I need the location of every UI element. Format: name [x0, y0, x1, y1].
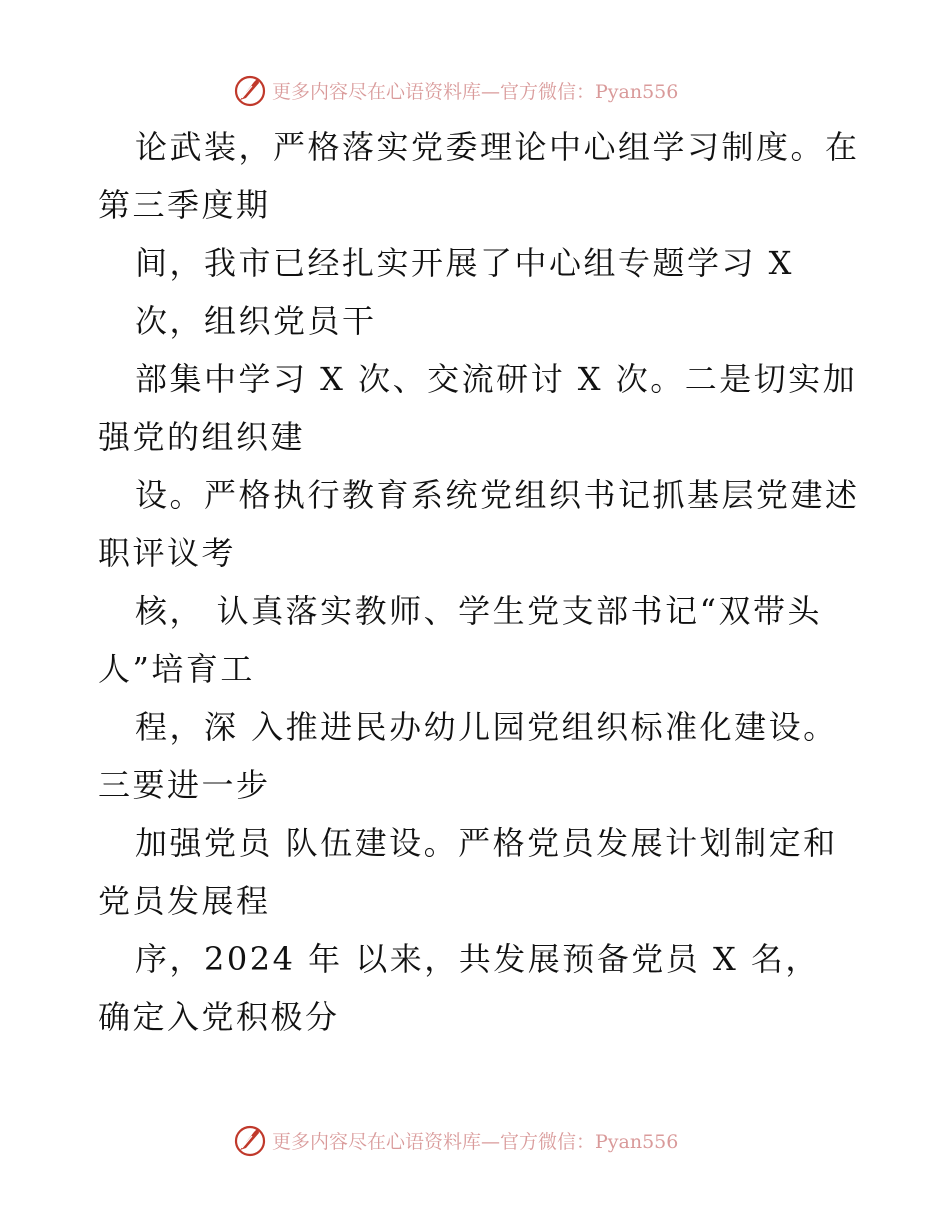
text-line: 第三季度期 — [98, 186, 271, 224]
quill-pen-logo-icon — [232, 1122, 268, 1158]
text-line: 党员发展程 — [98, 882, 271, 920]
watermark-header — [232, 72, 678, 108]
watermark-text: 更多内容尽在心语资料库—官方微信：Pyan556 — [272, 1130, 679, 1153]
watermark-text: 更多内容尽在心语资料库—官方微信：Pyan556 — [272, 80, 679, 103]
quill-pen-logo-icon — [232, 72, 268, 108]
text-line: 部集中学习 X 次、交流研讨 X 次。二是切实加 — [135, 360, 858, 398]
text-line: 论武装，严格落实党委理论中心组学习制度。在 — [135, 128, 860, 166]
text-line: 程，深 入推进民办幼儿园党组织标准化建设。 — [135, 708, 838, 746]
text-line: 三要进一步 — [98, 766, 271, 804]
text-line: 职评议考 — [98, 534, 237, 572]
text-line: 设。严格执行教育系统党组织书记抓基层党建述 — [135, 476, 860, 514]
text-line: 人”培育工 — [98, 650, 255, 688]
watermark-footer — [232, 1122, 678, 1158]
text-line: 确定入党积极分 — [98, 998, 340, 1036]
text-line: 强党的组织建 — [98, 418, 306, 456]
text-line: 核， 认真落实教师、学生党支部书记“双带头 — [135, 592, 823, 630]
document-body — [98, 118, 858, 1046]
text-line: 序，2024 年 以来，共发展预备党员 X 名， — [135, 940, 820, 978]
text-line: 加强党员 队伍建设。严格党员发展计划制定和 — [135, 824, 838, 862]
text-line: 间，我市已经扎实开展了中心组专题学习 X — [135, 244, 794, 282]
text-line: 次，组织党员干 — [135, 302, 377, 340]
